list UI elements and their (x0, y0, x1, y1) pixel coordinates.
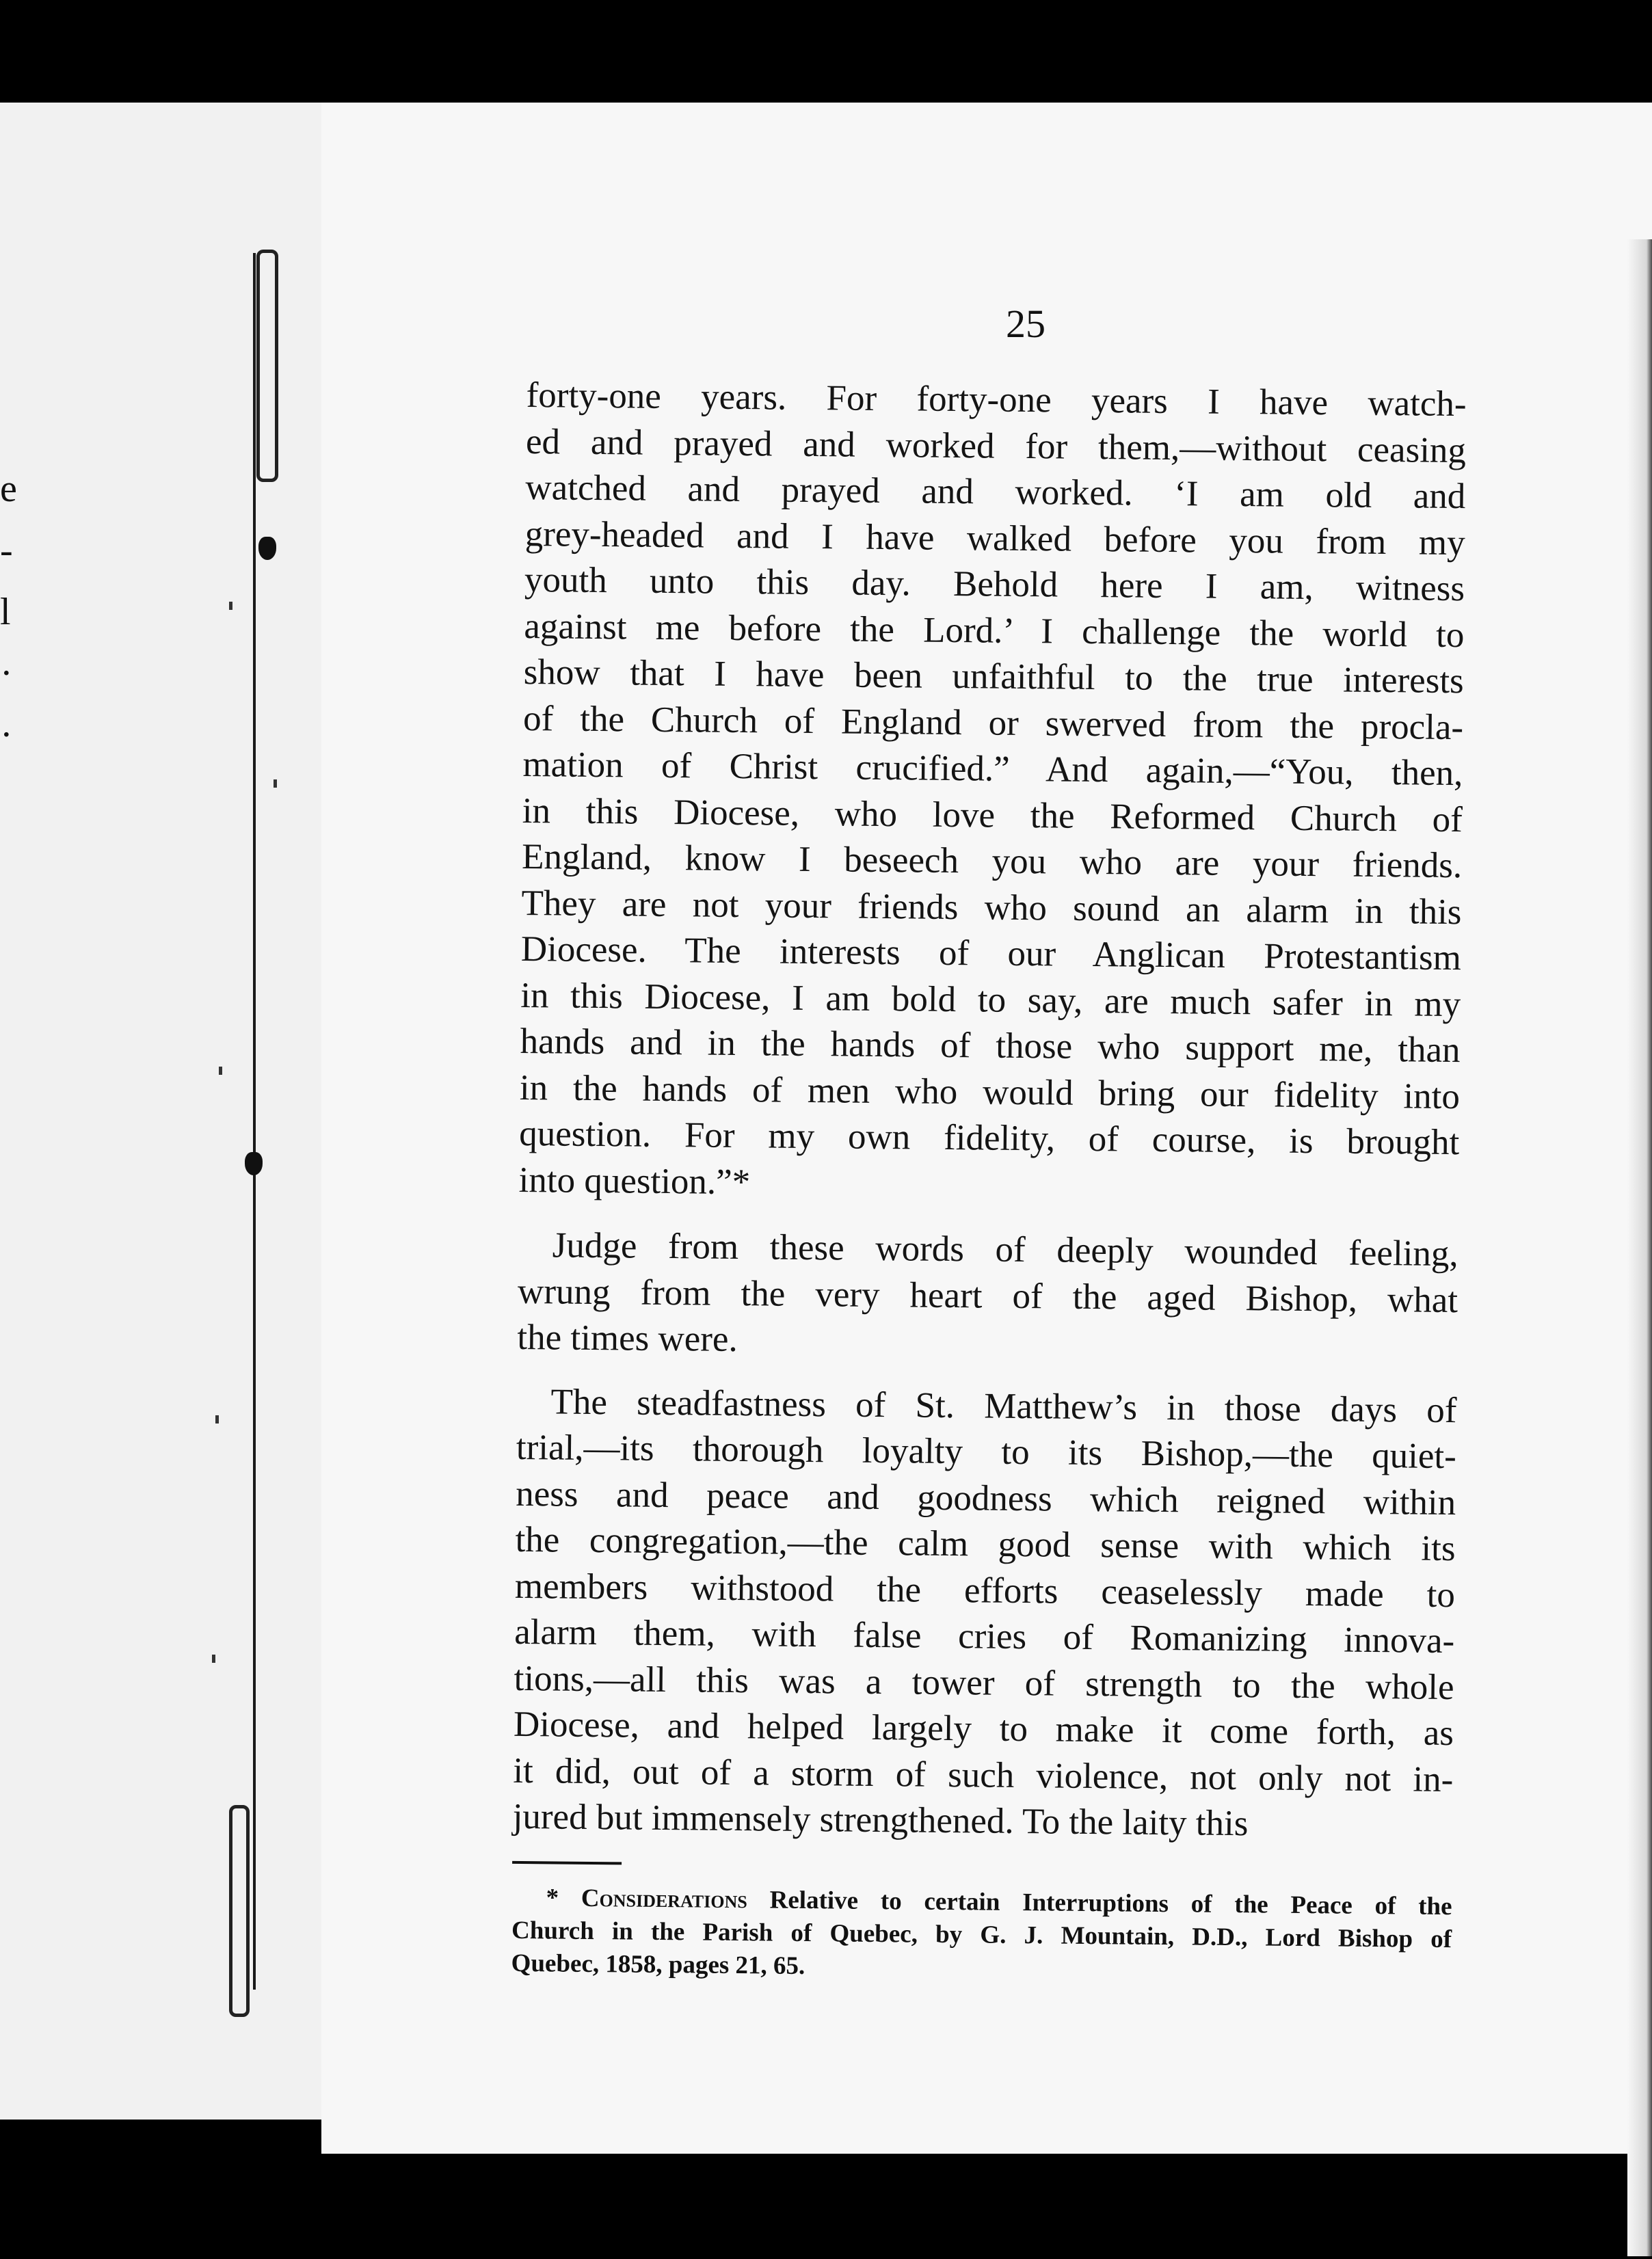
gutter-speck (274, 779, 277, 788)
text-line: trial,—its thorough loyalty to its Bishop,—the quiet- (516, 1427, 1457, 1477)
binding-thread-bottom (229, 1805, 250, 2017)
text-line: against me before the Lord.’ I challenge the world to (524, 606, 1465, 655)
footnote (511, 1881, 1452, 1988)
previous-page-text-fragments (0, 458, 21, 756)
text-line: alarm them, with false cries of Romanizing innova- (514, 1612, 1455, 1661)
text-line: into question.”* (518, 1160, 751, 1202)
text-line: the congregation,—the calm good sense with which its (515, 1519, 1456, 1569)
gutter-speck (212, 1655, 215, 1663)
binding-stitch (258, 537, 276, 560)
text-line: They are not your friends who sound an alarm in this (521, 883, 1462, 932)
text-line: wrung from the very heart of the aged Bishop, what (517, 1271, 1458, 1320)
text-line: The steadfastness of St. Matthew’s in those days of (550, 1381, 1457, 1430)
text-line: watched and prayed and worked. ‘I am old and (525, 467, 1466, 517)
text-line: England, know I beseech you who are your friends. (521, 836, 1463, 886)
text-line: forty-one years. For forty-one years I have watch- (526, 375, 1467, 425)
paragraph (512, 1378, 1456, 1849)
gutter-speck (219, 1067, 222, 1075)
text-line: jured but immensely strengthened. To the laity this (512, 1796, 1249, 1844)
binding-gutter-line (253, 253, 256, 1990)
footnote-marker: * (546, 1883, 559, 1912)
text-line: ness and peace and goodness which reigned within (515, 1473, 1456, 1523)
previous-page-fragment: · (0, 652, 13, 695)
text-line: mation of Christ crucified.” And again,—“You, then, (522, 744, 1463, 794)
text-line: in this Diocese, who love the Reformed Church of (522, 790, 1463, 840)
gutter-speck (229, 602, 232, 610)
text-line: Diocese. The interests of our Anglican Protestantism (520, 928, 1462, 978)
footnote-title-word: Considerations (581, 1884, 748, 1914)
text-line: ed and prayed and worked for them,—without ceasing (525, 421, 1467, 470)
text-line: Judge from these words of deeply wounded feeling, (552, 1225, 1458, 1274)
text-line: show that I have been unfaithful to the true interests (523, 652, 1465, 701)
previous-page-fragment: - (0, 529, 13, 572)
paragraph (517, 1222, 1458, 1370)
page-edge-shadow (1627, 239, 1652, 2256)
text-line: members withstood the efforts ceaselessly made to (514, 1566, 1456, 1615)
footnote-line: Quebec, 1858, pages 21, 65. (511, 1949, 805, 1980)
text-line: hands and in the hands of those who support me, than (520, 1021, 1461, 1071)
page-number: 25 (1006, 302, 1045, 346)
page-body-text (511, 373, 1466, 1989)
text-line: youth unto this day. Behold here I am, witness (524, 559, 1465, 609)
binding-thread-top (256, 250, 278, 482)
text-line: question. For my own fidelity, of course, is brought (519, 1113, 1460, 1163)
text-line: the times were. (517, 1317, 738, 1360)
footnote-line-text: Relative to certain Interruptions of the Peace of the (769, 1886, 1452, 1921)
previous-page-fragment: e (0, 468, 17, 510)
text-line: it did, out of a storm of such violence, not only not in- (513, 1750, 1454, 1800)
paragraph (518, 373, 1467, 1212)
text-line: in the hands of men who would bring our fidelity into (519, 1067, 1461, 1117)
gutter-speck (215, 1415, 219, 1423)
text-line: grey-headed and I have walked before you from my (524, 513, 1465, 563)
text-line: of the Church of England or swerved from the procla- (522, 698, 1464, 747)
binding-stitch (245, 1152, 263, 1175)
text-line: Diocese, and helped largely to make it come forth, as (513, 1704, 1454, 1754)
footnote-line: Church in the Parish of Quebec, by G. J. Mountain, D.D., Lord Bishop of (511, 1916, 1452, 1953)
text-line: in this Diocese, I am bold to say, are much safer in my (520, 975, 1461, 1024)
text-line: tions,—all this was a tower of strength to the whole (514, 1658, 1454, 1707)
footnote-rule (512, 1860, 622, 1864)
previous-page-fragment: l (0, 591, 11, 633)
previous-page-fragment: · (0, 714, 13, 756)
